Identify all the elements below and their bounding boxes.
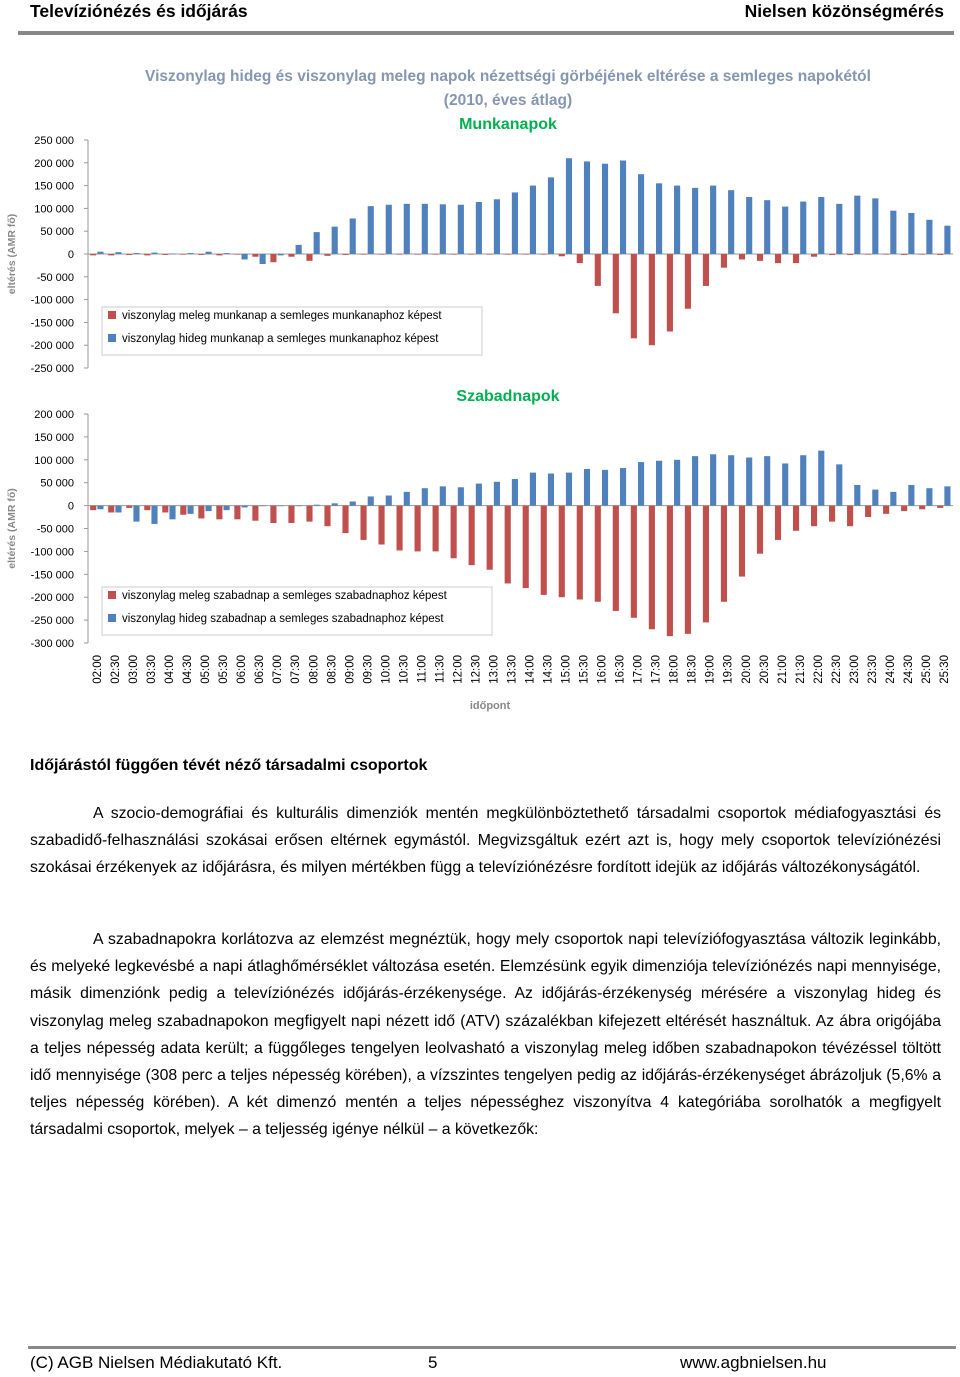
bot-bar	[90, 506, 96, 511]
top-bar	[494, 199, 500, 254]
x-tick-label: 18:00	[668, 655, 681, 684]
top-bar	[739, 254, 745, 259]
top-ytick-label: 250 000	[34, 135, 74, 147]
top-bar	[775, 254, 781, 263]
bot-bar	[288, 506, 294, 523]
bot-legend-label: viszonylag hideg szabadnap a semleges szabadnaphoz képest	[122, 613, 444, 625]
top-bar	[433, 254, 439, 255]
x-tick-label: 20:00	[740, 655, 753, 684]
bot-bar	[476, 484, 482, 506]
bot-bar	[746, 458, 752, 506]
top-bar	[818, 197, 824, 254]
bot-bar	[703, 506, 709, 623]
top-bar	[890, 211, 896, 254]
top-bar	[602, 164, 608, 254]
top-bar	[216, 254, 222, 255]
top-bar	[296, 245, 302, 254]
bot-ytick-label: -100 000	[30, 546, 74, 559]
bot-bar	[324, 506, 330, 527]
top-bar	[169, 254, 175, 255]
top-bar	[115, 252, 121, 254]
top-bar	[800, 202, 806, 254]
top-bar	[397, 254, 403, 255]
top-bar	[847, 254, 853, 255]
top-bar	[541, 254, 547, 255]
bot-bar	[692, 456, 698, 505]
top-bar	[530, 186, 536, 254]
top-bar	[342, 254, 348, 255]
x-tick-label: 25:00	[920, 655, 933, 684]
figure-title-line2: (2010, éves átlag)	[443, 92, 573, 109]
bot-bar	[360, 506, 366, 540]
top-bar	[523, 254, 529, 255]
x-tick-label: 16:30	[614, 655, 627, 684]
top-bar	[332, 227, 338, 254]
top-bar	[548, 177, 554, 254]
bot-ytick-label: 150 000	[34, 431, 74, 444]
page-header	[30, 0, 944, 28]
bot-bar	[306, 506, 312, 522]
bot-bar	[620, 468, 626, 506]
bot-bar	[883, 506, 889, 514]
bot-legend-swatch	[108, 591, 116, 599]
bot-bar	[559, 506, 565, 598]
x-tick-label: 13:30	[506, 655, 519, 684]
top-ytick-label: -50 000	[36, 271, 74, 284]
top-bar	[224, 253, 230, 254]
top-bar	[314, 232, 320, 254]
bot-bar	[440, 486, 446, 505]
x-tick-label: 05:30	[218, 655, 231, 684]
top-bar	[512, 192, 518, 254]
top-bar	[133, 253, 139, 254]
top-bar	[829, 254, 835, 255]
section-heading: Időjárástól függően tévét néző társadalmi csoportok	[30, 757, 428, 774]
bot-bar	[133, 506, 139, 522]
bot-bar	[458, 487, 464, 505]
bot-ytick-label: -50 000	[36, 523, 74, 536]
bot-bar	[151, 506, 157, 524]
x-tick-label: 22:30	[830, 655, 843, 684]
bot-legend-label: viszonylag meleg szabadnap a semleges szabadnaphoz képest	[122, 590, 447, 602]
top-bar	[386, 205, 392, 254]
top-bar	[595, 254, 601, 286]
top-bar	[487, 254, 493, 255]
top-bar	[710, 186, 716, 254]
bot-bar	[224, 506, 230, 511]
top-bar	[108, 254, 114, 255]
top-bar	[360, 254, 366, 255]
top-ytick-label: -100 000	[30, 294, 74, 307]
chart-bottom-title: Szabadnapok	[456, 388, 560, 405]
bot-ytick-label: 200 000	[34, 409, 74, 421]
bot-ytick-label: -150 000	[30, 569, 74, 582]
x-tick-label: 09:00	[344, 655, 357, 684]
top-bar	[883, 254, 889, 255]
bot-bar	[169, 506, 175, 520]
bot-bar	[602, 470, 608, 506]
top-bar	[162, 254, 168, 255]
bot-bar	[854, 485, 860, 506]
x-tick-label: 04:30	[182, 655, 195, 684]
bot-ytick-label: -200 000	[30, 592, 74, 605]
bot-bar	[595, 506, 601, 602]
top-bar	[476, 202, 482, 254]
bot-bar	[674, 460, 680, 506]
top-bar	[926, 220, 932, 254]
top-legend	[102, 307, 482, 355]
top-bar	[584, 161, 590, 254]
top-bar	[901, 254, 907, 255]
top-bar	[90, 254, 96, 255]
top-bar	[505, 254, 511, 255]
x-tick-label: 08:00	[308, 655, 321, 684]
bot-bar	[314, 505, 320, 506]
bot-bar	[728, 455, 734, 505]
x-tick-label: 17:00	[632, 655, 645, 684]
top-bar	[270, 254, 276, 262]
figure	[0, 52, 960, 717]
top-bar	[865, 254, 871, 255]
bot-bar	[829, 506, 835, 522]
bot-bar	[252, 506, 258, 521]
top-bar	[205, 252, 211, 254]
bot-bar	[566, 473, 572, 506]
x-tick-label: 02:00	[92, 655, 105, 684]
x-tick-label: 17:30	[650, 655, 663, 684]
top-bar	[368, 206, 374, 254]
bot-bar	[757, 506, 763, 554]
top-bar	[685, 254, 691, 309]
x-tick-label: 15:30	[578, 655, 591, 684]
x-tick-label: 23:00	[848, 655, 861, 684]
top-bar	[721, 254, 727, 268]
bot-ytick-label: -300 000	[30, 638, 74, 650]
bot-bar	[368, 496, 374, 505]
bot-bar	[216, 506, 222, 520]
header-title: Televíziónézés és időjárás	[30, 1, 248, 21]
footer-copyright: (C) AGB Nielsen Médiakutató Kft.	[30, 1353, 283, 1372]
bot-legend	[102, 587, 492, 635]
x-tick-label: 10:30	[398, 655, 411, 684]
top-ytick-label: 0	[67, 249, 74, 261]
bot-bar	[505, 506, 511, 584]
top-ytick-label: 200 000	[34, 157, 74, 170]
top-bar	[151, 253, 157, 254]
bot-bar	[811, 506, 817, 527]
top-bar	[674, 186, 680, 254]
bot-bar	[162, 506, 168, 513]
bot-bar	[332, 503, 338, 505]
top-bar	[854, 196, 860, 254]
top-bar	[937, 254, 943, 255]
x-tick-label: 12:30	[470, 655, 483, 684]
top-bar	[944, 226, 950, 254]
bot-bar	[404, 492, 410, 506]
x-tick-label: 13:00	[488, 655, 501, 684]
top-ytick-label: -250 000	[30, 363, 74, 375]
x-tick-label: 18:30	[686, 655, 699, 684]
top-bar	[415, 254, 421, 255]
x-tick-label: 16:00	[596, 655, 609, 684]
x-tick-label: 05:00	[200, 655, 213, 684]
x-tick-label: 15:00	[560, 655, 573, 684]
bot-bar	[836, 464, 842, 505]
x-tick-label: 03:00	[128, 655, 141, 684]
top-bar	[656, 183, 662, 254]
top-bar	[378, 254, 384, 255]
bot-ytick-label: 100 000	[34, 454, 74, 467]
top-bar	[692, 188, 698, 254]
bot-bar	[97, 506, 103, 510]
bot-bar	[926, 488, 932, 505]
bot-bar	[530, 473, 536, 506]
bot-bar	[180, 506, 186, 515]
bot-bar	[721, 506, 727, 602]
top-bar	[234, 254, 240, 255]
x-tick-label: 04:00	[164, 655, 177, 684]
bot-bar	[378, 506, 384, 545]
bot-legend-swatch	[108, 614, 116, 622]
bot-bar	[685, 506, 691, 634]
chart-munkanapok	[6, 135, 953, 375]
top-bar	[872, 198, 878, 254]
bot-ytick-label: 50 000	[40, 477, 74, 490]
x-tick-label: 06:30	[254, 655, 267, 684]
x-tick-label: 09:30	[362, 655, 375, 684]
x-axis-label: időpont	[469, 700, 511, 712]
top-bar	[728, 190, 734, 254]
bot-bar	[523, 506, 529, 588]
chart-szabadnapok	[6, 409, 953, 650]
top-bar	[198, 254, 204, 255]
bot-bar	[541, 506, 547, 595]
bot-bar	[656, 461, 662, 506]
x-tick-label: 06:00	[236, 655, 249, 684]
top-bar	[559, 254, 565, 256]
bot-bar	[433, 506, 439, 552]
top-bar	[306, 254, 312, 261]
header-brand: Nielsen közönségmérés	[744, 1, 944, 21]
bot-bar	[494, 482, 500, 506]
bot-bar	[350, 501, 356, 505]
top-bar	[451, 254, 457, 255]
top-bar	[757, 254, 763, 261]
top-bar	[620, 161, 626, 254]
top-ytick-label: 100 000	[34, 203, 74, 216]
top-bar	[782, 207, 788, 254]
bot-bar	[872, 490, 878, 506]
top-bar	[252, 254, 258, 257]
header-divider	[18, 31, 954, 35]
bot-bar	[847, 506, 853, 527]
x-tick-label: 23:30	[866, 655, 879, 684]
top-bar	[667, 254, 673, 332]
x-tick-label: 22:00	[812, 655, 825, 684]
bot-bar	[818, 451, 824, 506]
bot-bar	[198, 506, 204, 519]
bot-bar	[548, 474, 554, 506]
x-tick-label: 11:00	[416, 655, 429, 683]
bot-bar	[638, 462, 644, 506]
top-bar	[469, 254, 475, 255]
bot-bar	[270, 506, 276, 523]
top-legend-swatch	[108, 311, 116, 319]
bot-bar	[187, 506, 193, 514]
bot-bar	[278, 506, 284, 507]
bot-bar	[451, 506, 457, 559]
footer-divider	[28, 1346, 956, 1349]
bot-bar	[386, 496, 392, 506]
top-bar	[836, 204, 842, 254]
top-legend-label: viszonylag hideg munkanap a semleges munkanaphoz képest	[122, 333, 439, 345]
top-bar	[288, 254, 294, 257]
top-bar	[458, 205, 464, 254]
bot-bar	[710, 454, 716, 505]
top-y-axis-label: eltérés (AMR fő)	[6, 213, 18, 295]
bot-bar	[512, 479, 518, 506]
bot-bar	[800, 455, 806, 505]
top-bar	[404, 204, 410, 254]
bot-bar	[144, 506, 150, 511]
bot-bar	[260, 506, 266, 507]
top-bar	[908, 213, 914, 254]
x-tick-label: 21:00	[776, 655, 789, 684]
top-bar	[919, 254, 925, 255]
top-bar	[126, 254, 132, 255]
x-tick-label: 25:30	[938, 655, 951, 684]
bot-bar	[126, 506, 132, 508]
x-tick-label: 02:30	[110, 655, 123, 684]
bot-bar	[631, 506, 637, 618]
bot-bar	[296, 506, 302, 507]
bot-bar	[584, 469, 590, 506]
x-tick-label: 10:00	[380, 655, 393, 684]
top-legend-swatch	[108, 334, 116, 342]
top-bar	[638, 174, 644, 254]
footer-url: www.agbnielsen.hu	[680, 1353, 827, 1372]
page-number: 5	[428, 1353, 438, 1372]
bot-bar	[613, 506, 619, 611]
top-ytick-label: -150 000	[30, 317, 74, 330]
bot-bar	[782, 463, 788, 505]
bot-bar	[890, 492, 896, 506]
x-tick-label: 24:00	[884, 655, 897, 684]
top-bar	[613, 254, 619, 313]
bot-bar	[649, 506, 655, 630]
top-bar	[746, 197, 752, 254]
top-bar	[703, 254, 709, 286]
bot-bar	[865, 506, 871, 517]
top-bar	[793, 254, 799, 263]
x-tick-label: 24:30	[902, 655, 915, 684]
figure-title-line1: Viszonylag hideg és viszonylag meleg napok nézettségi görbéjének eltérése a semleges napokétól	[145, 68, 871, 85]
bot-bar	[205, 506, 211, 511]
bot-bar	[422, 488, 428, 505]
bot-bar	[919, 506, 925, 510]
top-bar	[649, 254, 655, 345]
top-bar	[97, 252, 103, 254]
top-bar	[144, 254, 150, 255]
top-bar	[577, 254, 583, 263]
bot-bar	[775, 506, 781, 540]
bot-bar	[908, 485, 914, 506]
bot-bar	[739, 506, 745, 577]
top-bar	[278, 254, 284, 255]
paragraph-1: A szocio-demográfiai és kulturális dimenziók mentén megkülönböztethető társadalmi csoportok médiafogyasztási és szabadidő-felhasználási szokásai erősen eltérnek egymástól. Megvizsgáltuk ezért azt is, hogy mely csoportok televíziónézési szokásai érzékenyek az időjárásra, és milyen mértékben függ a televíziónézésre fordított idejük az időjárás változékonyságától.	[30, 805, 941, 877]
x-tick-label: 03:30	[146, 655, 159, 684]
top-legend-label: viszonylag meleg munkanap a semleges munkanaphoz képest	[122, 310, 442, 322]
bot-bar	[901, 506, 907, 511]
bot-bar	[944, 486, 950, 505]
paragraph-2: A szabadnapokra korlátozva az elemzést megnéztük, hogy mely csoportok napi televíziófogyasztása változik leginkább, és melyeké legkevésbé a napi átlaghőmérséklet változása esetén. Elemzésünk egyik dimenziója televíziónézés napi mennyisége, másik dimenziónk pedig a televíziónézés időjárás-érzékenysége. Az időjárás-érzékenység mérésére a viszonylag hideg és viszonylag meleg szabadnapokon megfigyelt napi nézett idő (ATV) százalékban kifejezett eltérését használtuk. Az ábra origójába a teljes népesség adata került; a függőleges tengelyen leolvasható a viszonylag meleg időben szabadnapokon tévézéssel töltött idő mennyisége (308 perc a teljes népesség körében), a vízszintes tengelyen pedig az időjárás-érzékenységet ábrázoljuk (5,6% a teljes népesség körében). A két dimenzó mentén a teljes népességhez viszonyítva 4 kategóriába sorolhatók a megfigyelt társadalmi csoportok, melyek – a teljesség igénye nélkül – a következők:	[30, 931, 941, 1139]
x-tick-label: 14:00	[524, 655, 537, 684]
x-tick-label: 07:30	[290, 655, 303, 684]
top-ytick-label: 50 000	[40, 226, 74, 239]
x-tick-label: 14:30	[542, 655, 555, 684]
top-bar	[631, 254, 637, 338]
bot-bar	[764, 456, 770, 505]
bot-bar	[469, 506, 475, 566]
bot-ytick-label: -250 000	[30, 615, 74, 628]
bot-bar	[342, 506, 348, 533]
top-bar	[242, 254, 248, 259]
bot-bar	[397, 506, 403, 551]
bot-bar	[108, 506, 114, 513]
top-bar	[566, 158, 572, 254]
bot-bar	[487, 506, 493, 570]
top-bar	[260, 254, 266, 264]
top-ytick-label: -200 000	[30, 340, 74, 353]
bot-bar	[242, 506, 248, 508]
bot-bar	[577, 506, 583, 600]
bot-bar	[793, 506, 799, 531]
bot-bar	[937, 506, 943, 508]
x-tick-label: 19:30	[722, 655, 735, 684]
x-tick-label: 07:00	[272, 655, 285, 684]
top-bar	[187, 253, 193, 254]
bot-bar	[415, 506, 421, 552]
top-bar	[811, 254, 817, 257]
top-bar	[180, 254, 186, 255]
x-tick-label: 11:30	[434, 655, 447, 683]
bot-ytick-label: 0	[67, 500, 74, 513]
chart-top-title: Munkanapok	[459, 116, 557, 133]
top-bar	[440, 204, 446, 254]
top-bar	[324, 254, 330, 256]
x-tick-label: 19:00	[704, 655, 717, 684]
x-tick-label: 12:00	[452, 655, 465, 684]
bot-bar	[234, 506, 240, 520]
top-bar	[350, 218, 356, 254]
top-bar	[764, 200, 770, 254]
x-tick-label: 20:30	[758, 655, 771, 684]
x-tick-label: 21:30	[794, 655, 807, 684]
top-bar	[422, 204, 428, 254]
bot-bar	[115, 506, 121, 513]
bot-y-axis-label: eltérés (AMR fő)	[6, 488, 18, 569]
x-tick-label: 08:30	[326, 655, 339, 684]
x-tick-labels	[92, 655, 951, 684]
bot-bar	[667, 506, 673, 637]
top-ytick-label: 150 000	[34, 180, 74, 193]
